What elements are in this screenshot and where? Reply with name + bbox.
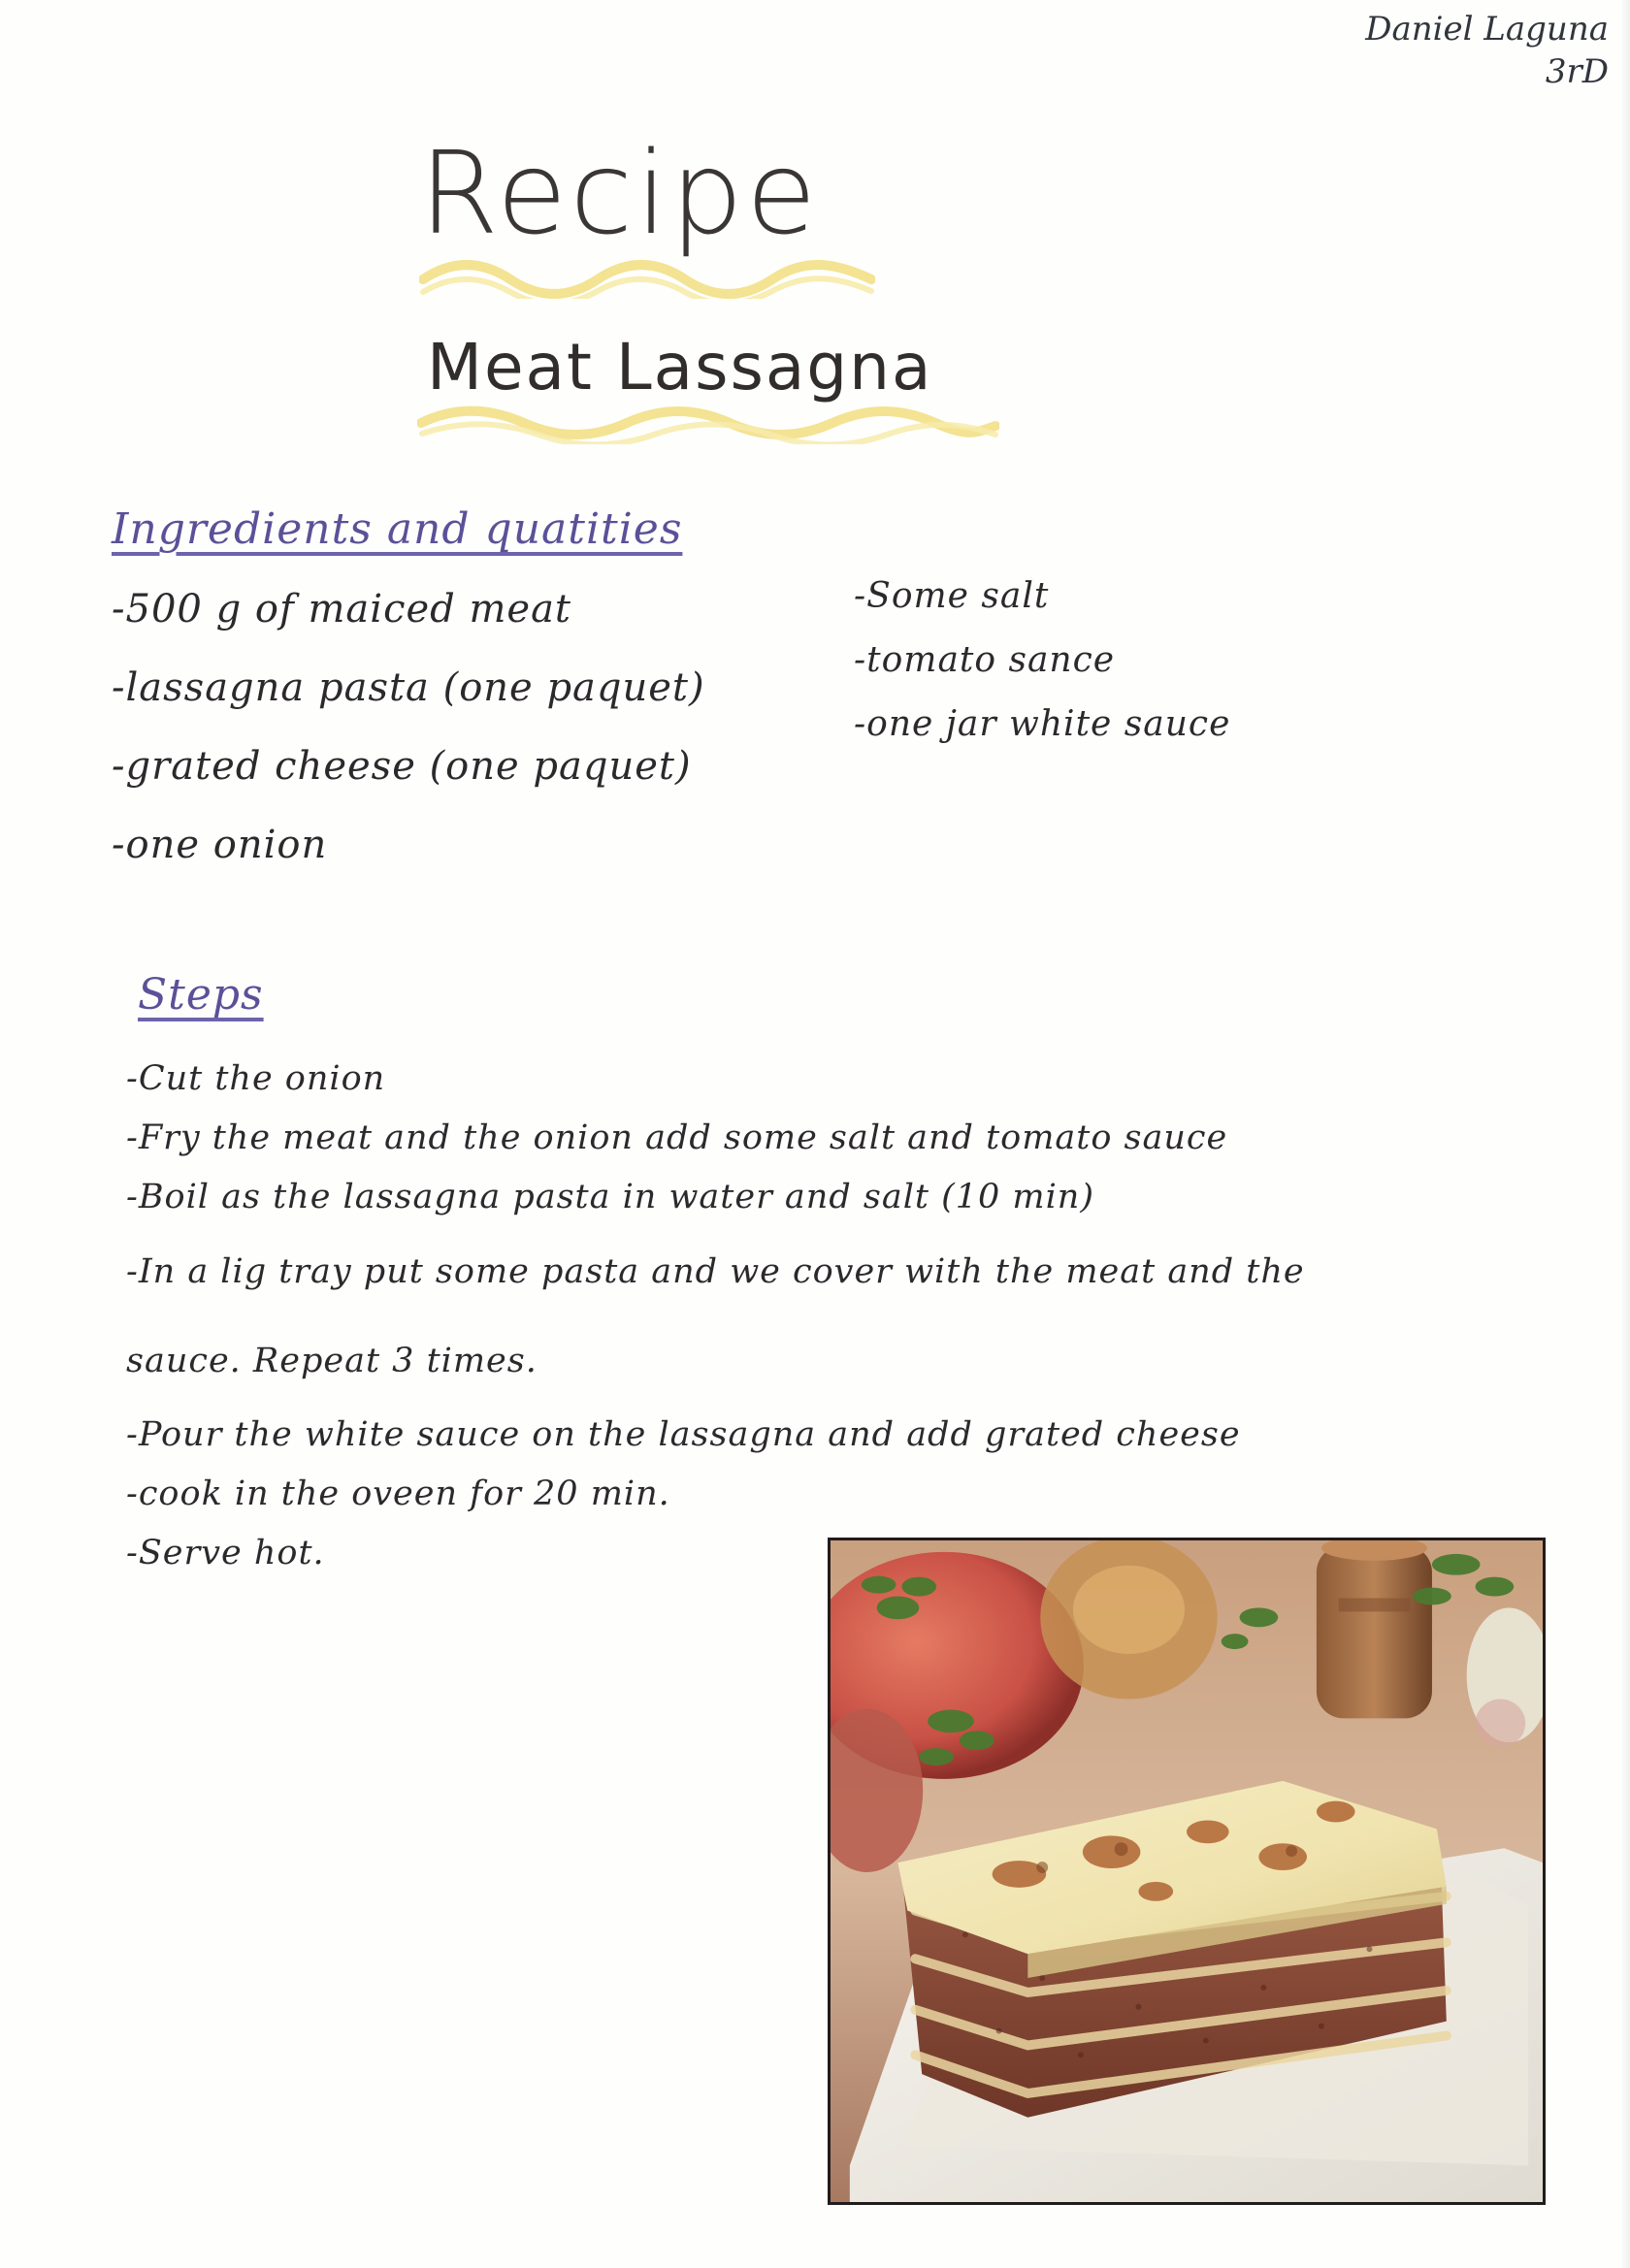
steps-list [126,1050,1504,1583]
step-item: -cook in the oveen for 20 min. [126,1474,670,1513]
page-title: Recipe [419,126,820,260]
title-highlight-underline [419,256,875,299]
step-item: -Pour the white sauce on the lassagna and add grated cheese [126,1415,1241,1454]
step-item: -Serve hot. [126,1534,325,1572]
recipe-heading [408,126,1087,448]
lasagna-illustration [831,1540,1543,2202]
ingredient-item: -one jar white sauce [854,704,1231,744]
ingredients-list-right [854,565,1230,757]
step-item: -Fry the meat and the onion add some salt and tomato sauce [126,1118,1228,1157]
lasagna-photo [828,1538,1546,2205]
author-signature [1259,8,1609,93]
step-item: -In a lig tray put some pasta and we cover with the meat and the sauce. Repeat 3 times. [126,1252,1305,1380]
step-item: -Boil as the lassagna pasta in water and salt (10 min) [126,1178,1094,1216]
ingredient-item: -tomato sance [854,640,1116,680]
author-name: Daniel Laguna [1365,10,1609,49]
ingredient-item: -grated cheese (one paquet) [112,744,692,789]
step-item: -Cut the onion [126,1059,386,1098]
ingredient-item: -one onion [112,823,328,867]
ingredient-item: -Some salt [854,576,1050,616]
page-edge-shadow [1620,0,1630,2268]
ingredient-item: -500 g of maiced meat [112,587,571,632]
subtitle-highlight-underline [417,402,999,444]
ingredients-list-left [112,570,705,885]
steps-heading: Steps [138,970,264,1020]
author-class: 3rD [1545,52,1609,91]
recipe-name: Meat Lassagna [427,330,933,405]
ingredient-item: -lassagna pasta (one paquet) [112,665,705,710]
ingredients-heading: Ingredients and quatities [112,504,683,554]
